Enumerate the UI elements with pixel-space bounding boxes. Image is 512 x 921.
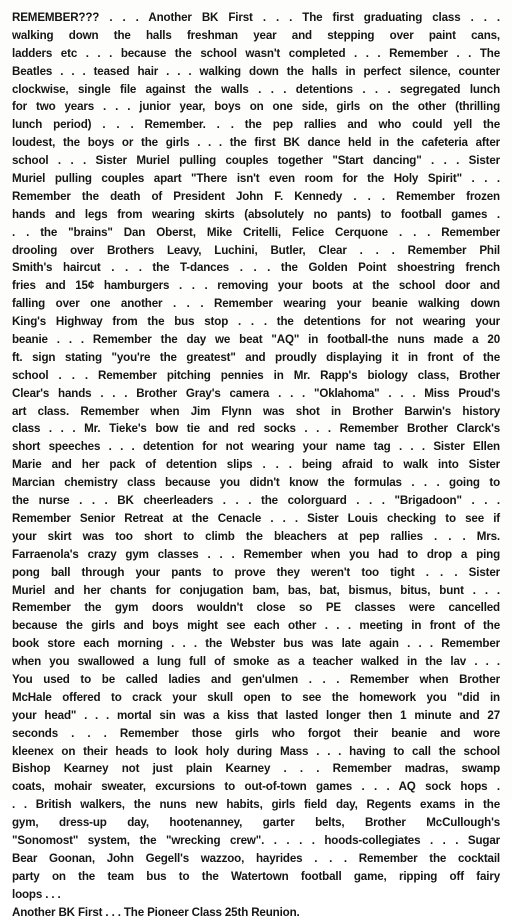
text-line: Clear's hands . . . Brother Gray's camera . . . "Oklahoma" . . . Miss Proud's bbox=[12, 386, 500, 400]
text-line: lunch period) . . . Remember. . . the pep rallies and who could yell the bbox=[12, 118, 500, 132]
text-line: party on the team bus to the Watertown football game, ripping off fairy bbox=[12, 869, 500, 883]
text-line: walking down the halls freshman year and stepping over paint cans, bbox=[12, 28, 500, 42]
text-line: King's Highway from the bus stop . . . the detentions for not wearing your bbox=[12, 315, 500, 329]
text-line: kleenex on their heads to look holy during Mass . . . having to call the school bbox=[12, 744, 500, 758]
text-line: fries and 15¢ hamburgers . . . removing your boots at the school door and bbox=[12, 279, 500, 293]
text-line: falling over one another . . . Remember wearing your beanie walking down bbox=[12, 297, 500, 311]
text-line: Smith's haircut . . . the T-dances . . . the Golden Point shoestring french bbox=[12, 261, 500, 275]
text-line: gym, dress-up day, hootenanney, garter belts, Brother McCullough's bbox=[12, 816, 500, 830]
text-line: ladders etc . . . because the school wasn't completed . . . Remember . . The bbox=[12, 46, 500, 60]
text-line: Beatles . . . teased hair . . . walking down the halls in perfect silence, counter bbox=[12, 64, 500, 78]
text-line: hands and legs from wearing skirts (absolutely no pants) to football games . bbox=[12, 207, 500, 221]
text-line: ft. sign stating "you're the greatest" and proudly displaying it in front of the bbox=[12, 350, 500, 364]
text-line: beanie . . . Remember the day we beat "AQ" in football-the nuns made a 20 bbox=[12, 333, 500, 347]
text-line: loudest, the boys or the girls . . . the first BK dance held in the cafeteria after bbox=[12, 136, 500, 150]
text-line: seconds . . . Remember those girls who forgot their beanie and wore bbox=[12, 726, 500, 740]
text-line: Bishop Kearney not just plain Kearney . . . Remember madras, swamp bbox=[12, 762, 500, 776]
text-line: because the girls and boys might see each other . . . meeting in front of the bbox=[12, 619, 500, 633]
text-line: art class. Remember when Jim Flynn was shot in Brother Barwin's history bbox=[12, 404, 500, 418]
text-line: . . the "brains" Dan Oberst, Mike Critelli, Felice Cerquone . . . Remember bbox=[12, 225, 500, 239]
text-line: your head" . . . mortal sin was a kiss that lasted longer then 1 minute and 27 bbox=[12, 708, 500, 722]
text-line: Another BK First . . . The Pioneer Class 25th Reunion. bbox=[12, 905, 300, 919]
text-line: clockwise, single file against the walls . . . detentions . . . segregated lunch bbox=[12, 82, 500, 96]
text-line: You used to be called ladies and gen'ulmen . . . Remember when Brother bbox=[12, 672, 500, 686]
text-line: . . British walkers, the nuns new habits, girls field day, Regents exams in the bbox=[12, 798, 500, 812]
text-line: school . . . Sister Muriel pulling couples together "Start dancing" . . . Sister bbox=[12, 154, 500, 168]
text-line: Remember the gym doors wouldn't close so PE classes were cancelled bbox=[12, 601, 500, 615]
text-line: Marcian chemistry class because you didn't know the formulas . . . going to bbox=[12, 476, 500, 490]
text-line: Farraenola's crazy gym classes . . . Remember when you had to drop a ping bbox=[12, 547, 500, 561]
text-line: REMEMBER??? . . . Another BK First . . . The first graduating class . . . bbox=[12, 11, 500, 24]
text-line: Marie and her pack of detention slips . . . being afraid to walk into Sister bbox=[12, 458, 500, 472]
text-line: the nurse . . . BK cheerleaders . . . the colorguard . . . "Brigadoon" . . . bbox=[12, 494, 500, 508]
text-line: class . . . Mr. Tieke's bow tie and red socks . . . Remember Brother Clarck's bbox=[12, 422, 500, 436]
text-line: Bear Goonan, John Gegell's wazzoo, hayrides . . . Remember the cocktail bbox=[12, 851, 500, 865]
text-line: short speeches . . . detention for not wearing your name tag . . . Sister Ellen bbox=[12, 440, 500, 454]
text-line: loops . . . bbox=[12, 887, 61, 901]
text-line: school . . . Remember pitching pennies in Mr. Rapp's biology class, Brother bbox=[12, 368, 500, 382]
reunion-article-text bbox=[12, 9, 500, 921]
text-line: McHale offered to crack your skull open to see the homework you "did in bbox=[12, 690, 500, 704]
text-line: Remember Senior Retreat at the Cenacle . . . Sister Louis checking to see if bbox=[12, 511, 500, 525]
text-line: drooling over Brothers Leavy, Luchini, Butler, Clear . . . Remember Phil bbox=[12, 243, 500, 257]
text-line: Muriel and her chants for conjugation bam, bas, bat, bismus, bitus, bunt . . . bbox=[12, 583, 500, 597]
text-line: coats, mohair sweater, excursions to out-of-town games . . . AQ sock hops . bbox=[12, 780, 500, 794]
text-line: pong ball through your pants to prove they weren't too tight . . . Sister bbox=[12, 565, 500, 579]
text-line: book store each morning . . . the Webster bus was late again . . . Remember bbox=[12, 637, 500, 651]
text-line: for two years . . . junior year, boys on one side, girls on the other (thrilling bbox=[12, 100, 500, 114]
text-line: when you swallowed a lung full of smoke as a teacher walked in the lav . . . bbox=[12, 655, 500, 669]
text-line: Remember the death of President John F. Kennedy . . . Remember frozen bbox=[12, 189, 500, 203]
text-line: "Sonomost" system, the "wrecking crew". . . . . hoods-collegiates . . . Sugar bbox=[12, 833, 500, 847]
text-line: Muriel pulling couples apart "There isn't even room for the Holy Spirit" . . . bbox=[12, 172, 500, 186]
text-line: your skirt was too short to climb the bleachers at pep rallies . . . Mrs. bbox=[12, 529, 500, 543]
